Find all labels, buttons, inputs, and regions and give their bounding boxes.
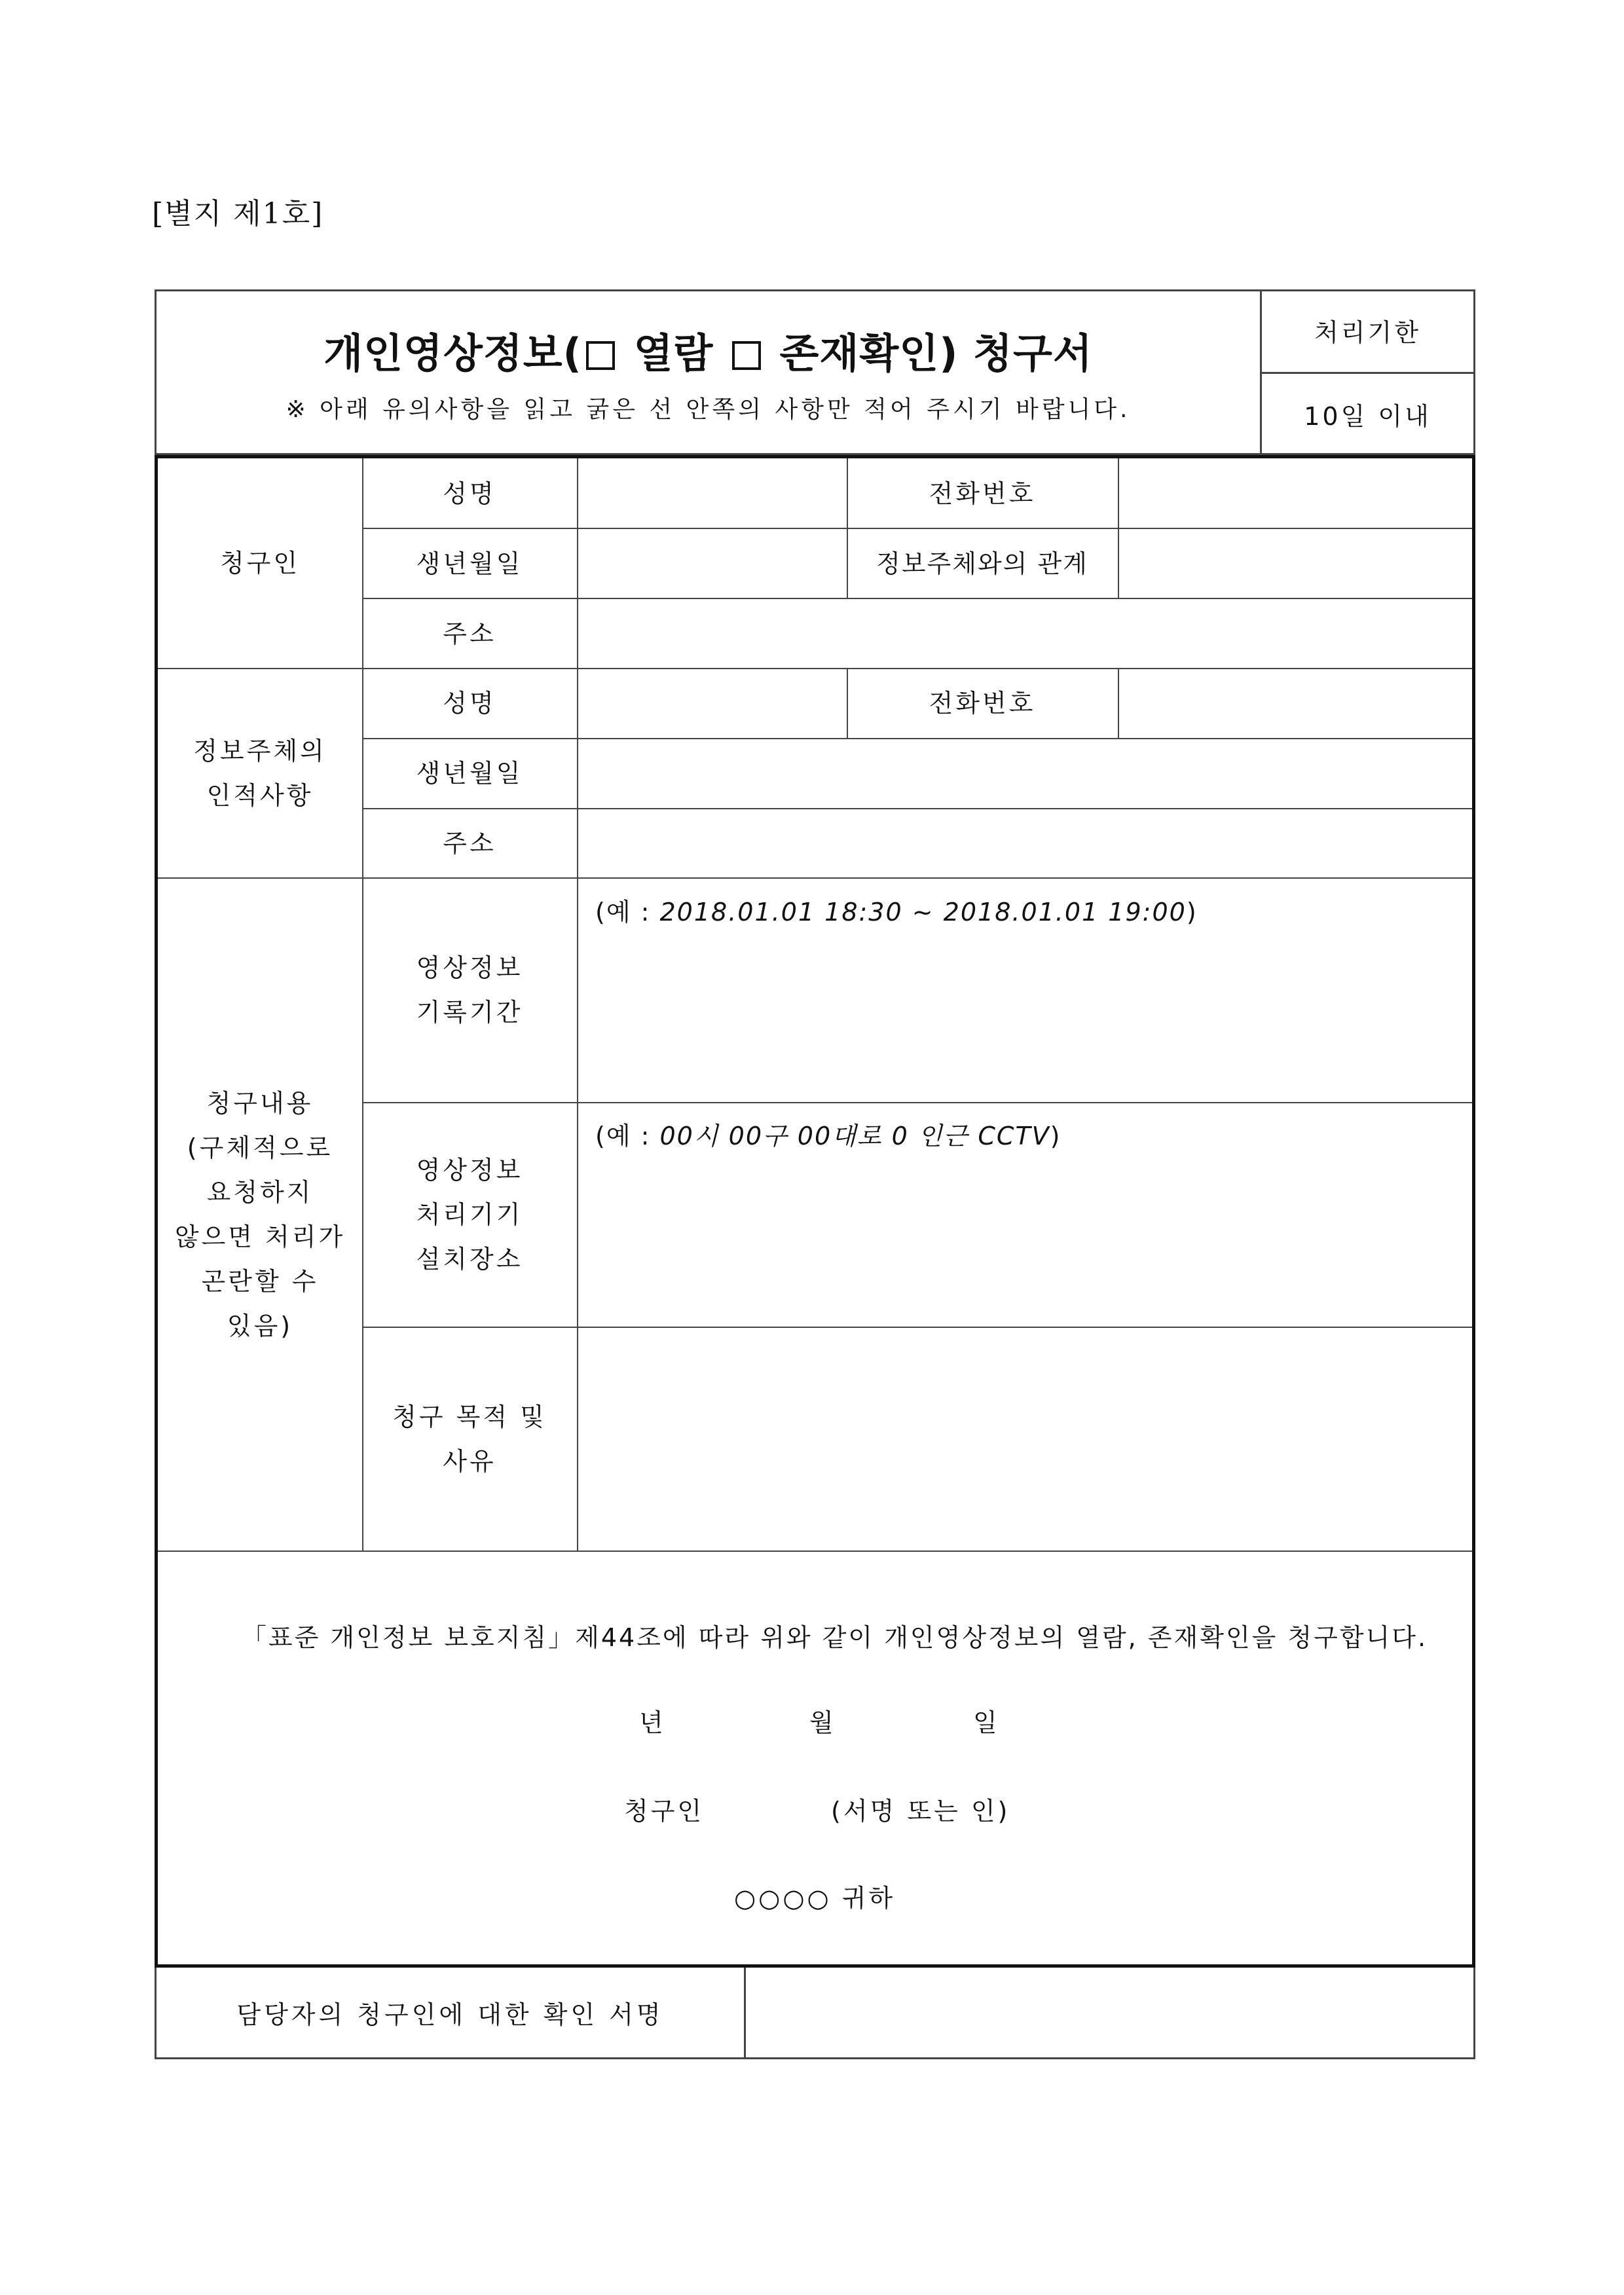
location-field[interactable] (577, 1102, 1472, 1327)
option-confirm-label: 존재확인) (779, 329, 959, 377)
claimant-relation-field[interactable] (1118, 528, 1472, 598)
location-example-suffix: ) (1050, 1122, 1061, 1150)
period-label-line: 영상정보 (416, 953, 523, 982)
period-example: 2018.01.01 18:30 ~ 2018.01.01 19:00 (659, 898, 1187, 927)
location-example: 00시 00구 00대로 0 인근 CCTV (659, 1122, 1050, 1150)
date-day-label: 일 (973, 1708, 997, 1737)
signature-claimant-label: 청구인 (624, 1797, 705, 1826)
purpose-label (362, 1327, 577, 1551)
subject-address-label: 주소 (443, 828, 496, 858)
view-checkbox[interactable] (586, 341, 615, 370)
form-note: ※ 아래 유의사항을 읽고 굵은 선 안쪽의 사항만 적어 주시기 바랍니다. (286, 396, 1131, 423)
period-example-suffix: ) (1186, 898, 1198, 927)
recipient-label: ○○○○ 귀하 (734, 1884, 896, 1913)
location-example-prefix: (예 : (595, 1122, 660, 1150)
request-section-label (158, 878, 362, 1551)
location-label-line: 처리기기 (416, 1200, 523, 1229)
request-section-line: 않으면 처리가 (174, 1222, 346, 1251)
signature-hint: (서명 또는 인) (831, 1797, 1010, 1826)
request-section-line: 있음) (227, 1312, 293, 1340)
declaration-text: 「표준 개인정보 보호지침」제44조에 따라 위와 같이 개인영상정보의 열람, 존재확인을 청구합니다. (241, 1623, 1428, 1652)
subject-phone-field[interactable] (1118, 668, 1472, 738)
subject-section-label (158, 668, 362, 878)
subject-name-field[interactable] (577, 668, 847, 738)
date-month-label: 월 (809, 1708, 834, 1737)
request-section-line: 요청하지 (206, 1178, 314, 1207)
deadline-value: 10일 이내 (1304, 402, 1431, 431)
form-body (155, 455, 1475, 1968)
period-example-prefix: (예 : (595, 898, 660, 927)
deadline-label: 처리기한 (1262, 291, 1473, 374)
subject-address-field[interactable] (577, 808, 1472, 878)
request-section-line: 곤란할 수 (201, 1267, 319, 1296)
period-label (362, 878, 577, 1102)
location-label-line: 영상정보 (416, 1155, 523, 1184)
claimant-name-label: 성명 (443, 479, 496, 508)
subject-section-label-line: 인적사항 (206, 780, 314, 810)
purpose-label-line: 사유 (443, 1446, 496, 1476)
claimant-name-field[interactable] (577, 458, 847, 528)
staff-signature-field[interactable] (746, 1968, 1473, 2057)
subject-name-label: 성명 (443, 688, 496, 718)
staff-confirmation-row (155, 1968, 1475, 2059)
claimant-phone-field[interactable] (1118, 458, 1472, 528)
confirm-checkbox[interactable] (732, 341, 761, 370)
period-field[interactable] (577, 878, 1472, 1102)
claimant-address-field[interactable] (577, 598, 1472, 669)
claimant-phone-label: 전화번호 (929, 479, 1036, 508)
form-header (155, 289, 1475, 455)
subject-phone-label: 전화번호 (929, 688, 1036, 718)
subject-birth-field[interactable] (577, 738, 1472, 808)
subject-section-label-line: 정보주체의 (193, 736, 327, 765)
claimant-address-label: 주소 (443, 619, 496, 648)
location-label (362, 1102, 577, 1327)
request-section-line: 청구내용 (206, 1089, 314, 1118)
title-suffix: 청구서 (973, 329, 1093, 377)
purpose-label-line: 청구 목적 및 (392, 1402, 547, 1431)
claimant-birth-label: 생년월일 (416, 549, 523, 578)
staff-confirm-label: 담당자의 청구인에 대한 확인 서명 (157, 1968, 746, 2057)
claimant-relation-label: 정보주체와의 관계 (876, 549, 1088, 578)
period-label-line: 기록기간 (416, 998, 523, 1027)
request-section-line: (구체적으로 (187, 1133, 333, 1162)
purpose-field[interactable] (577, 1327, 1472, 1551)
annex-label: [별지 제1호] (152, 197, 324, 230)
claimant-section-label: 청구인 (219, 549, 301, 578)
title-cell (157, 291, 1262, 453)
option-view-label: 열람 (633, 329, 714, 377)
form-title (157, 321, 1260, 379)
location-label-line: 설치장소 (416, 1244, 523, 1274)
date-year-label: 년 (639, 1708, 663, 1737)
title-prefix: 개인영상정보( (323, 329, 582, 377)
claimant-birth-field[interactable] (577, 528, 847, 598)
subject-birth-label: 생년월일 (416, 758, 523, 788)
